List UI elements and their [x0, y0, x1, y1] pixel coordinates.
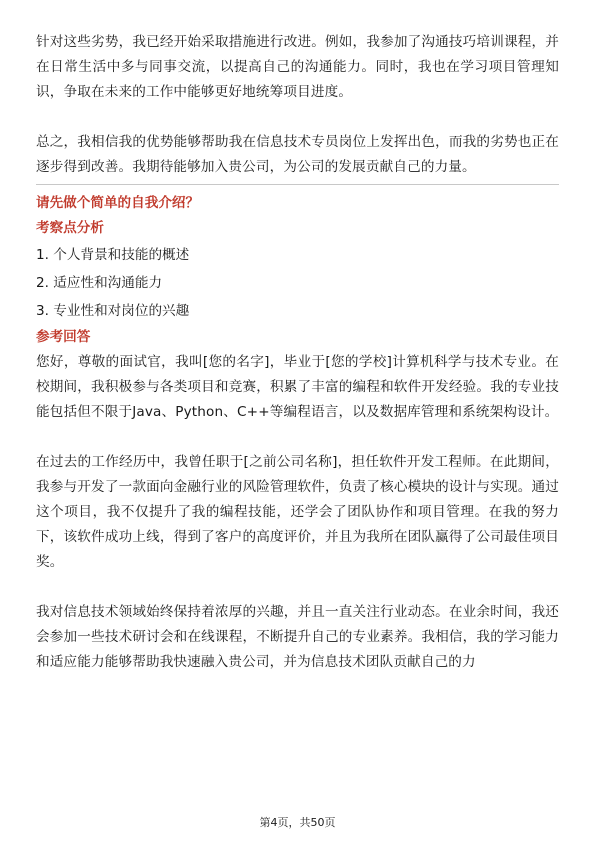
document-page [36, 30, 559, 675]
analysis-point: 3. 专业性和对岗位的兴趣 [36, 303, 190, 319]
paragraph-gap [36, 575, 559, 600]
answer-paragraph: 您好，尊敬的面试官，我叫[您的名字]，毕业于[您的学校]计算机科学与技术专业。在校期间，我积极参与各类项目和竞赛，积累了丰富的编程和软件开发经验。我的专业技能包括但不限于Java、Python、C++等编程语言，以及数据库管理和系统架构设计。 [36, 354, 559, 420]
answer-heading: 参考回答 [36, 329, 91, 345]
body-paragraph: 总之，我相信我的优势能够帮助我在信息技术专员岗位上发挥出色，而我的劣势也正在逐步得到改善。我期待能够加入贵公司，为公司的发展贡献自己的力量。 [36, 134, 559, 175]
body-paragraph: 针对这些劣势，我已经开始采取措施进行改进。例如，我参加了沟通技巧培训课程，并在日常生活中多与同事交流，以提高自己的沟通能力。同时，我也在学习项目管理知识，争取在未来的工作中能够更好地统筹项目进度。 [36, 34, 559, 100]
page-footer: 第4页，共50页 [259, 816, 336, 829]
section-divider [36, 184, 559, 185]
answer-paragraph: 我对信息技术领域始终保持着浓厚的兴趣，并且一直关注行业动态。在业余时间，我还会参加一些技术研讨会和在线课程，不断提升自己的专业素养。我相信，我的学习能力和适应能力能够帮助我快速融入贵公司，并为信息技术团队贡献自己的力 [36, 604, 559, 670]
answer-paragraph: 在过去的工作经历中，我曾任职于[之前公司名称]，担任软件开发工程师。在此期间，我参与开发了一款面向金融行业的风险管理软件，负责了核心模块的设计与实现。通过这个项目，我不仅提升了我的编程技能，还学会了团队协作和项目管理。在我的努力下，该软件成功上线，得到了客户的高度评价，并且为我所在团队赢得了公司最佳项目奖。 [36, 454, 559, 570]
analysis-point: 1. 个人背景和技能的概述 [36, 247, 190, 263]
paragraph-gap [36, 425, 559, 450]
analysis-heading: 考察点分析 [36, 220, 104, 236]
question-heading: 请先做个简单的自我介绍？ [36, 195, 200, 211]
paragraph-gap [36, 105, 559, 130]
analysis-points [36, 241, 559, 325]
analysis-point: 2. 适应性和沟通能力 [36, 275, 163, 291]
